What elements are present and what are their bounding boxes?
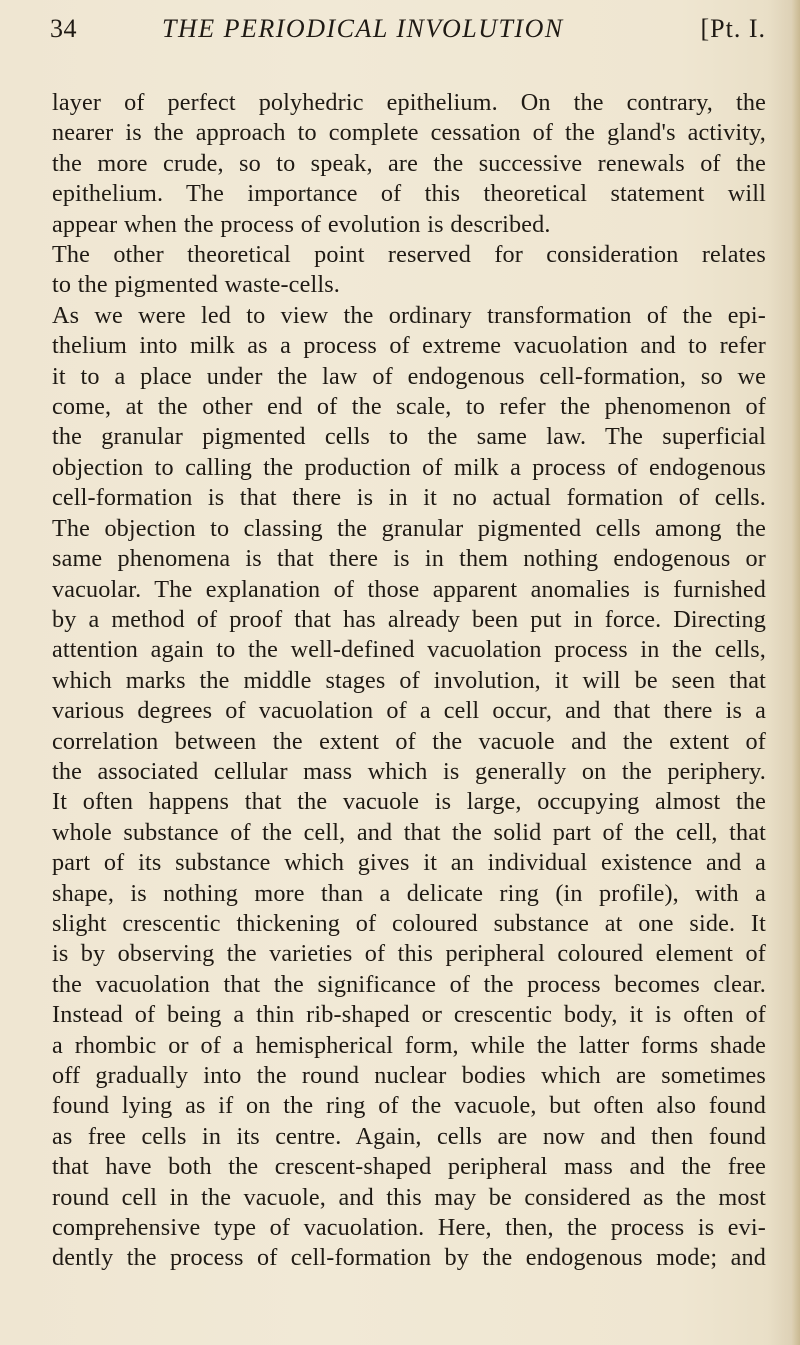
text-line: thelium into milk as a process of extreme vacuolation and to refer	[52, 332, 766, 360]
text-line: it to a place under the law of endogenous cell-formation, so we	[52, 362, 766, 390]
text-line: whole substance of the cell, and that the solid part of the cell, that	[52, 818, 766, 846]
text-line: off gradually into the round nuclear bodies which are sometimes	[52, 1062, 766, 1089]
text-line: same phenomena is that there is in them nothing endogenous or	[52, 545, 766, 573]
text-line: The objection to classing the granular pigmented cells among the	[52, 514, 766, 542]
text-line: appear when the process of evolution is described.	[52, 210, 551, 238]
running-title: THE PERIODICAL INVOLUTION	[162, 14, 564, 43]
text-line: correlation between the extent of the vacuole and the extent of	[52, 727, 766, 755]
text-line: comprehensive type of vacuolation. Here, then, the process is evi-	[52, 1214, 766, 1242]
text-line: attention again to the well-defined vacuolation process in the cells,	[52, 636, 766, 664]
text-line: cell-formation is that there is in it no actual formation of cells.	[52, 484, 766, 512]
text-line: the vacuolation that the significance of the process becomes clear.	[52, 970, 766, 998]
text-line: come, at the other end of the scale, to refer the phenomenon of	[52, 393, 766, 421]
text-line: by a method of proof that has already been put in force. Directing	[52, 605, 766, 633]
text-line: the associated cellular mass which is generally on the periphery.	[52, 757, 766, 785]
text-line: round cell in the vacuole, and this may be considered as the most	[52, 1183, 766, 1211]
text-line: slight crescentic thickening of coloured substance at one side. It	[52, 909, 766, 937]
text-line: objection to calling the production of milk a process of endogenous	[52, 453, 766, 481]
text-line: dently the process of cell-formation by the endogenous mode; and	[52, 1244, 766, 1272]
text-line: that have both the crescent-shaped peripheral mass and the free	[52, 1153, 766, 1181]
page-edge-shadow	[792, 0, 800, 1345]
text-line: epithelium. The importance of this theoretical statement will	[52, 180, 766, 208]
part-label: [Pt. I.	[700, 14, 766, 43]
running-header	[50, 14, 766, 54]
text-line: various degrees of vacuolation of a cell occur, and that there is a	[52, 697, 766, 725]
text-line: which marks the middle stages of involution, it will be seen that	[52, 666, 766, 694]
text-line: Instead of being a thin rib-shaped or crescentic body, it is often of	[52, 1001, 766, 1029]
text-line: as free cells in its centre. Again, cells are now and then found	[52, 1122, 766, 1150]
text-line: vacuolar. The explanation of those apparent anomalies is furnished	[52, 575, 766, 603]
text-line: As we were led to view the ordinary transformation of the epi-	[52, 301, 766, 329]
text-line: is by observing the varieties of this peripheral coloured element of	[52, 940, 766, 968]
text-line: layer of perfect polyhedric epithelium. On the contrary, the	[52, 89, 766, 116]
text-line: It often happens that the vacuole is large, occupying almost the	[52, 788, 766, 816]
text-line: shape, is nothing more than a delicate ring (in profile), with a	[52, 879, 766, 907]
text-line: found lying as if on the ring of the vacuole, but often also found	[52, 1092, 766, 1120]
body-text	[52, 88, 766, 1274]
page-number: 34	[50, 14, 77, 43]
text-line: a rhombic or of a hemispherical form, while the latter forms shade	[52, 1031, 766, 1059]
text-line: to the pigmented waste-cells.	[52, 271, 340, 299]
text-line: part of its substance which gives it an individual existence and a	[52, 849, 766, 877]
text-line: nearer is the approach to complete cessation of the gland's activity,	[52, 119, 766, 147]
text-line: the more crude, so to speak, are the successive renewals of the	[52, 149, 766, 177]
text-line: The other theoretical point reserved for consideration relates	[52, 241, 766, 269]
text-line: the granular pigmented cells to the same law. The superficial	[52, 423, 766, 451]
